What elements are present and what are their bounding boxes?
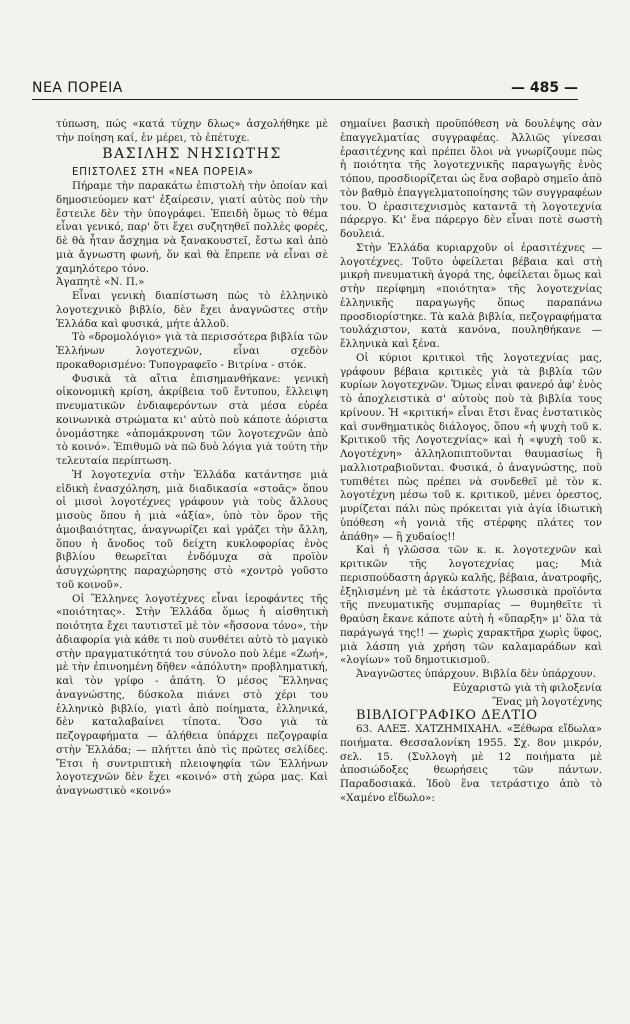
letter-paragraph-9: Καὶ ἡ γλῶσσα τῶν κ. κ. λογοτεχνῶν καὶ κριτικῶν τῆς λογοτεχνίας μας; Μιὰ περισπούδαστη ἀργκὼ καλῆς, βέβαια, ἀνατροφῆς, ἐξηλισμένη μὲ τὰ ἑκάστοτε γλωσσικὰ προϊόντα τῆς πνευματικῆς συμπαρίας — θυμηθεῖτε τὶ θραύση ἔκανε κάποτε αὐτὴ ἡ «ὕπαρξη» μ' ὅλα τὰ παράγωγά της!! — χωρὶς χαρακτῆρα χωρὶς ὕφος, μιὰ λάσπη γιὰ χρήση τῶν καλαμαράδων καὶ «λογίων» τοῦ δημοτικισμοῦ. [340,544,602,667]
letter-paragraph-8: Οἱ κύριοι κριτικοὶ τῆς λογοτεχνίας μας, γράφουν βέβαια κριτικὲς γιὰ τὰ βιβλία τῶν κυρίων λογοτεχνῶν. Ὅμως εἶναι φανερό ἀφ' ἑνὸς τὸ ἀποχλειστικὰ σ' αὐτοὺς ποὺ τὰ βιβλία τους κρίνουν. Ἡ «κριτική» εἶναι ἔτσι ἕνας ἐνστατικὸς καὶ συνθηματικὸς διάλογος, ὅπου «ἡ ψυχὴ τοῦ κ. Κριτικοῦ τῆς Λογοτεχνίας» καὶ ἡ «ψυχὴ τοῦ κ. Λογοτέχνη» ἀλληλοπιπτοῦνται θαυμασίως ἢ μαλλιοτραβιοῦνται. Φυσικά, ὁ ἀναγνώστης, ποὺ τυπιθέτει πὼς πρέπει νὰ συνδεθεῖ μὲ τὸν κ. λογοτέχνη μέσω τοῦ κ. κριτικοῦ, μένει ὀρεστος, μυρίζεται πάλι πὼς πρόκειται γιὰ ἁγία ἰδιωτικὴ ὑπόθεση «ἡ γονιὰ τῆς στέρφης πλάτες τον ἀπάθη» — ἢ χυδαίος!! [340,351,602,543]
letter-paragraph-7: Στὴν Ἑλλάδα κυριαρχοῦν οἱ ἐρασιτέχνες — λογοτέχνες. Τοῦτο ὀφείλεται βέβαια καὶ στὴ μικρὴ πνευματικὴ ἀγορά της, ὀφείλεται ὅμως καὶ στὴν περίφημη «ποιότητα» τῆς λογοτεχνίας ἑλληνικῆς παραγωγῆς ὅπως παραπάνω προσδιορίστηκε. Τὰ καλὰ βιβλία, πεζογραφήματα τουλάχιστον, κατὰ κανόνα, πουληθήκανε — ἔλληνικὰ καὶ ξένα. [340,241,602,350]
editorial-note: Πήραμε τὴν παρακάτω ἐπιστολὴ τὴν ὁποίαν καὶ δημοσιεύομεν κατ' ἐξαίρεσιν, γιατί αὐτὸς ποὺ τὴν ἔστειλε δὲν τὴν ὑπογράφει. Ἐπειδὴ ὅμως τὸ θέμα εἶναι γενικό, παρ' ὅτι ἔχει συζητηθεῖ πολλὲς φορές, δὲ θὰ ἦταν ἄσχημα νὰ ξανακουστεῖ, ἔστω καὶ ἀπὸ μιὰ ἄγνωστη φωνή, ὅν καὶ θὰ ἔπρεπε νὰ εἶναι σὲ χαμηλότερο τόνο. [56,180,328,275]
letter-closing: Εὐχαριστῶ γιὰ τὴ φιλοξενία [452,681,602,694]
left-column [56,118,328,1018]
letter-paragraph-6: σημαίνει βασικὴ προϋπόθεση νὰ δουλέψης σὰν ἐπαγγελματίας συγγραφέας. Ἀλλιῶς γίνεσαι ἐρασιτέχνης καὶ πρέπει ὅλοι νὰ γνωρίζουμε πὼς ἡ ποιότητα τῆς λογοτεχνικῆς παραγωγῆς ἑνὸς τόπου, προσδιορίζεται ὡς ἕνα σοβαρὸ σημεῖο ἀπὸ τὸν βαθμὸ ἐπαγγελματοποίησης τῶν συγγραφέων του. Ὁ ἐρασιτεχνισμὸς καταντᾶ τὴ λογοτεχνία πάρεργο. Κι' ἕνα πάρεργο δὲν εἶναι ποτὲ σωστὴ δουλειά. [340,118,602,240]
section-title: ΕΠΙΣΤΟΛΕΣ ΣΤΗ «ΝΕΑ ΠΟΡΕΙΑ» [72,166,254,179]
right-column [340,118,602,1018]
page-number: — 485 — [511,80,578,96]
bibliography-title: ΒΙΒΛΙΟΓΡΑΦΙΚΟ ΔΕΛΤΙΟ [356,708,538,724]
letter-salutation: Ἀγαπητὲ «Ν. Π.» [56,276,145,289]
header-rule [32,99,578,100]
letter-signature: Ἕνας μὴ λογοτέχνης [492,695,602,708]
letter-paragraph-10: Ἀναγνῶστες ὑπάρχουν. Βιβλία δὲν ὑπάρχουν. [356,668,596,680]
intro-paragraph: τύπωση, πώς «κατά τύχην δλως» ἀσχολήθηκε μὲ τὴν ποίηση καί, ἐν μέρει, τὸ ἐπέτυχε. [56,118,328,144]
journal-title: ΝΕΑ ΠΟΡΕΙΑ [32,80,123,96]
letter-paragraph-2: Τὸ «δρομολόγιο» γιὰ τὰ περισσότερα βιβλία τῶν Ἑλλήνων λογοτεχνῶν, εἶναι σχεδὸν προκαθορισμένο: Τυπογραφεῖο - Βιτρίνα - στόκ. [56,331,328,371]
letter-paragraph-4: Ἡ λογοτεχνία στὴν Ἑλλάδα κατάντησε μιὰ εἰδικὴ ἐνασχόληση, μιὰ διαδικασία «στοᾶς» ὅπου οἱ μισοὶ λογοτέχνες γράφουν γιὰ τοὺς ἄλλους μισοὺς ὅπου ἡ μιὰ «ἀξία», ὑπὸ τὸν ὅρον τῆς ἀμοιβαιότητας, ἀναγνωρίζει καὶ γράζει τὴν ἄλλη, ὅπου ἡ ἄνοδος τοῦ δείχτη κυκλοφορίας ἑνὸς βιβλίου θεωρεῖται ἐνδόμυχα σὰ προϊὸν ἀσυγχώρητης παραχώρησης στὸ «χοντρὸ γοῦστο τοῦ κοινοῦ». [56,468,328,591]
page-header [32,74,578,96]
letter-paragraph-5: Οἱ Ἕλληνες λογοτέχνες εἶναι ἱεροφάντες τῆς «ποιότητας». Στὴν Ἑλλάδα ὅμως ἡ αἰσθητικὴ ποιότητα ἔχει ταυτιστεῖ μὲ τὸν «ἤσσονα τόνο», τὴν ἀδιαφορία γιὰ κάθε τι ποὺ συνθέτει αὐτὸ τὸ μαγικὸ στὴν πραγματικότητά του σύνολο ποὺ λέμε «Ζωή», μὲ τὴν ἐπινοημένη δῆθεν «ἀπόλυτη» προβληματική, καὶ τὸν γρίφο - ἀπάτη. Ὁ μέσος Ἕλληνας ἀναγνώστης, δύσκολα πιάνει στὸ χέρι του ἑλληνικὸ βιβλίο, γιατὶ ἀπὸ ποίηματα, ἑλληνικά, δὲν καταλαβαίνει τίποτα. Ὅσο γιὰ τὰ πεζογραφήματα — ἀλήθεια ὑπάρχει πεζογραφία στὴν Ἑλλάδα; — πλήττει ἀπὸ τὶς πρῶτες σελίδες. Ἔτσι ἡ συντριπτικὴ πλειοψηφία τῶν Ἑλλήνων λογοτεχνῶν δὲν ἔχει «κοινό» στὴ χώρα μας. Καὶ ἀναγνωστικὸ «κοινό» [56,592,328,797]
letter-paragraph-1: Εἶναι γενικὴ διαπίστωση πὼς τὸ ἑλληνικὸ λογοτεχνικὸ βιβλίο, δὲν ἔχει ἀναγνῶστες στὴν Ἑλλάδα καὶ φυσικά, μήτε ἀλλοῦ. [56,290,328,330]
letter-paragraph-3: Φυσικὰ τὰ αἴτια ἐπισημανθήκανε: γενικὴ οἰκονομικὴ κρίση, ἀκρίβεια τοῦ ἔντυπου, ἔλλειψη πνευματικῶν ἐνδιαφερόντων στὰ μέσα εὐρέα κοινωνικὰ στρώματα κι' αὐτὸ ποὺ κάποτε ἀόριστα ὀνομάστηκε «ἀπομάκρυνση τῶν λογοτεχνῶν ἀπὸ τὸ κοινό». Ἐπιθυμῶ νὰ πῶ δυὸ λόγια γιὰ τούτη τὴν τελευταία περίπτωση. [56,372,328,467]
author-name: ΒΑΣΙΛΗΣ ΝΗΣΙΩΤΗΣ [102,145,282,162]
bibliography-entry: 63. ΑΛΕΞ. ΧΑΤΖΗΜΙΧΑΗΛ. «Ξέθωρα εἴδωλα» ποιήματα. Θεσσαλονίκη 1955. Σχ. 8ον μικρόν, σελ. 15. (Συλλογὴ μὲ 12 ποιήματα μὲ ἀποσιώδοξες θεωρήσεις τῶν πάντων. Παραδοσιακά. Ἰδοὺ ἕνα τετράστιχο ἀπὸ τὸ «Χαμένο εἴδωλο»: [340,723,602,804]
